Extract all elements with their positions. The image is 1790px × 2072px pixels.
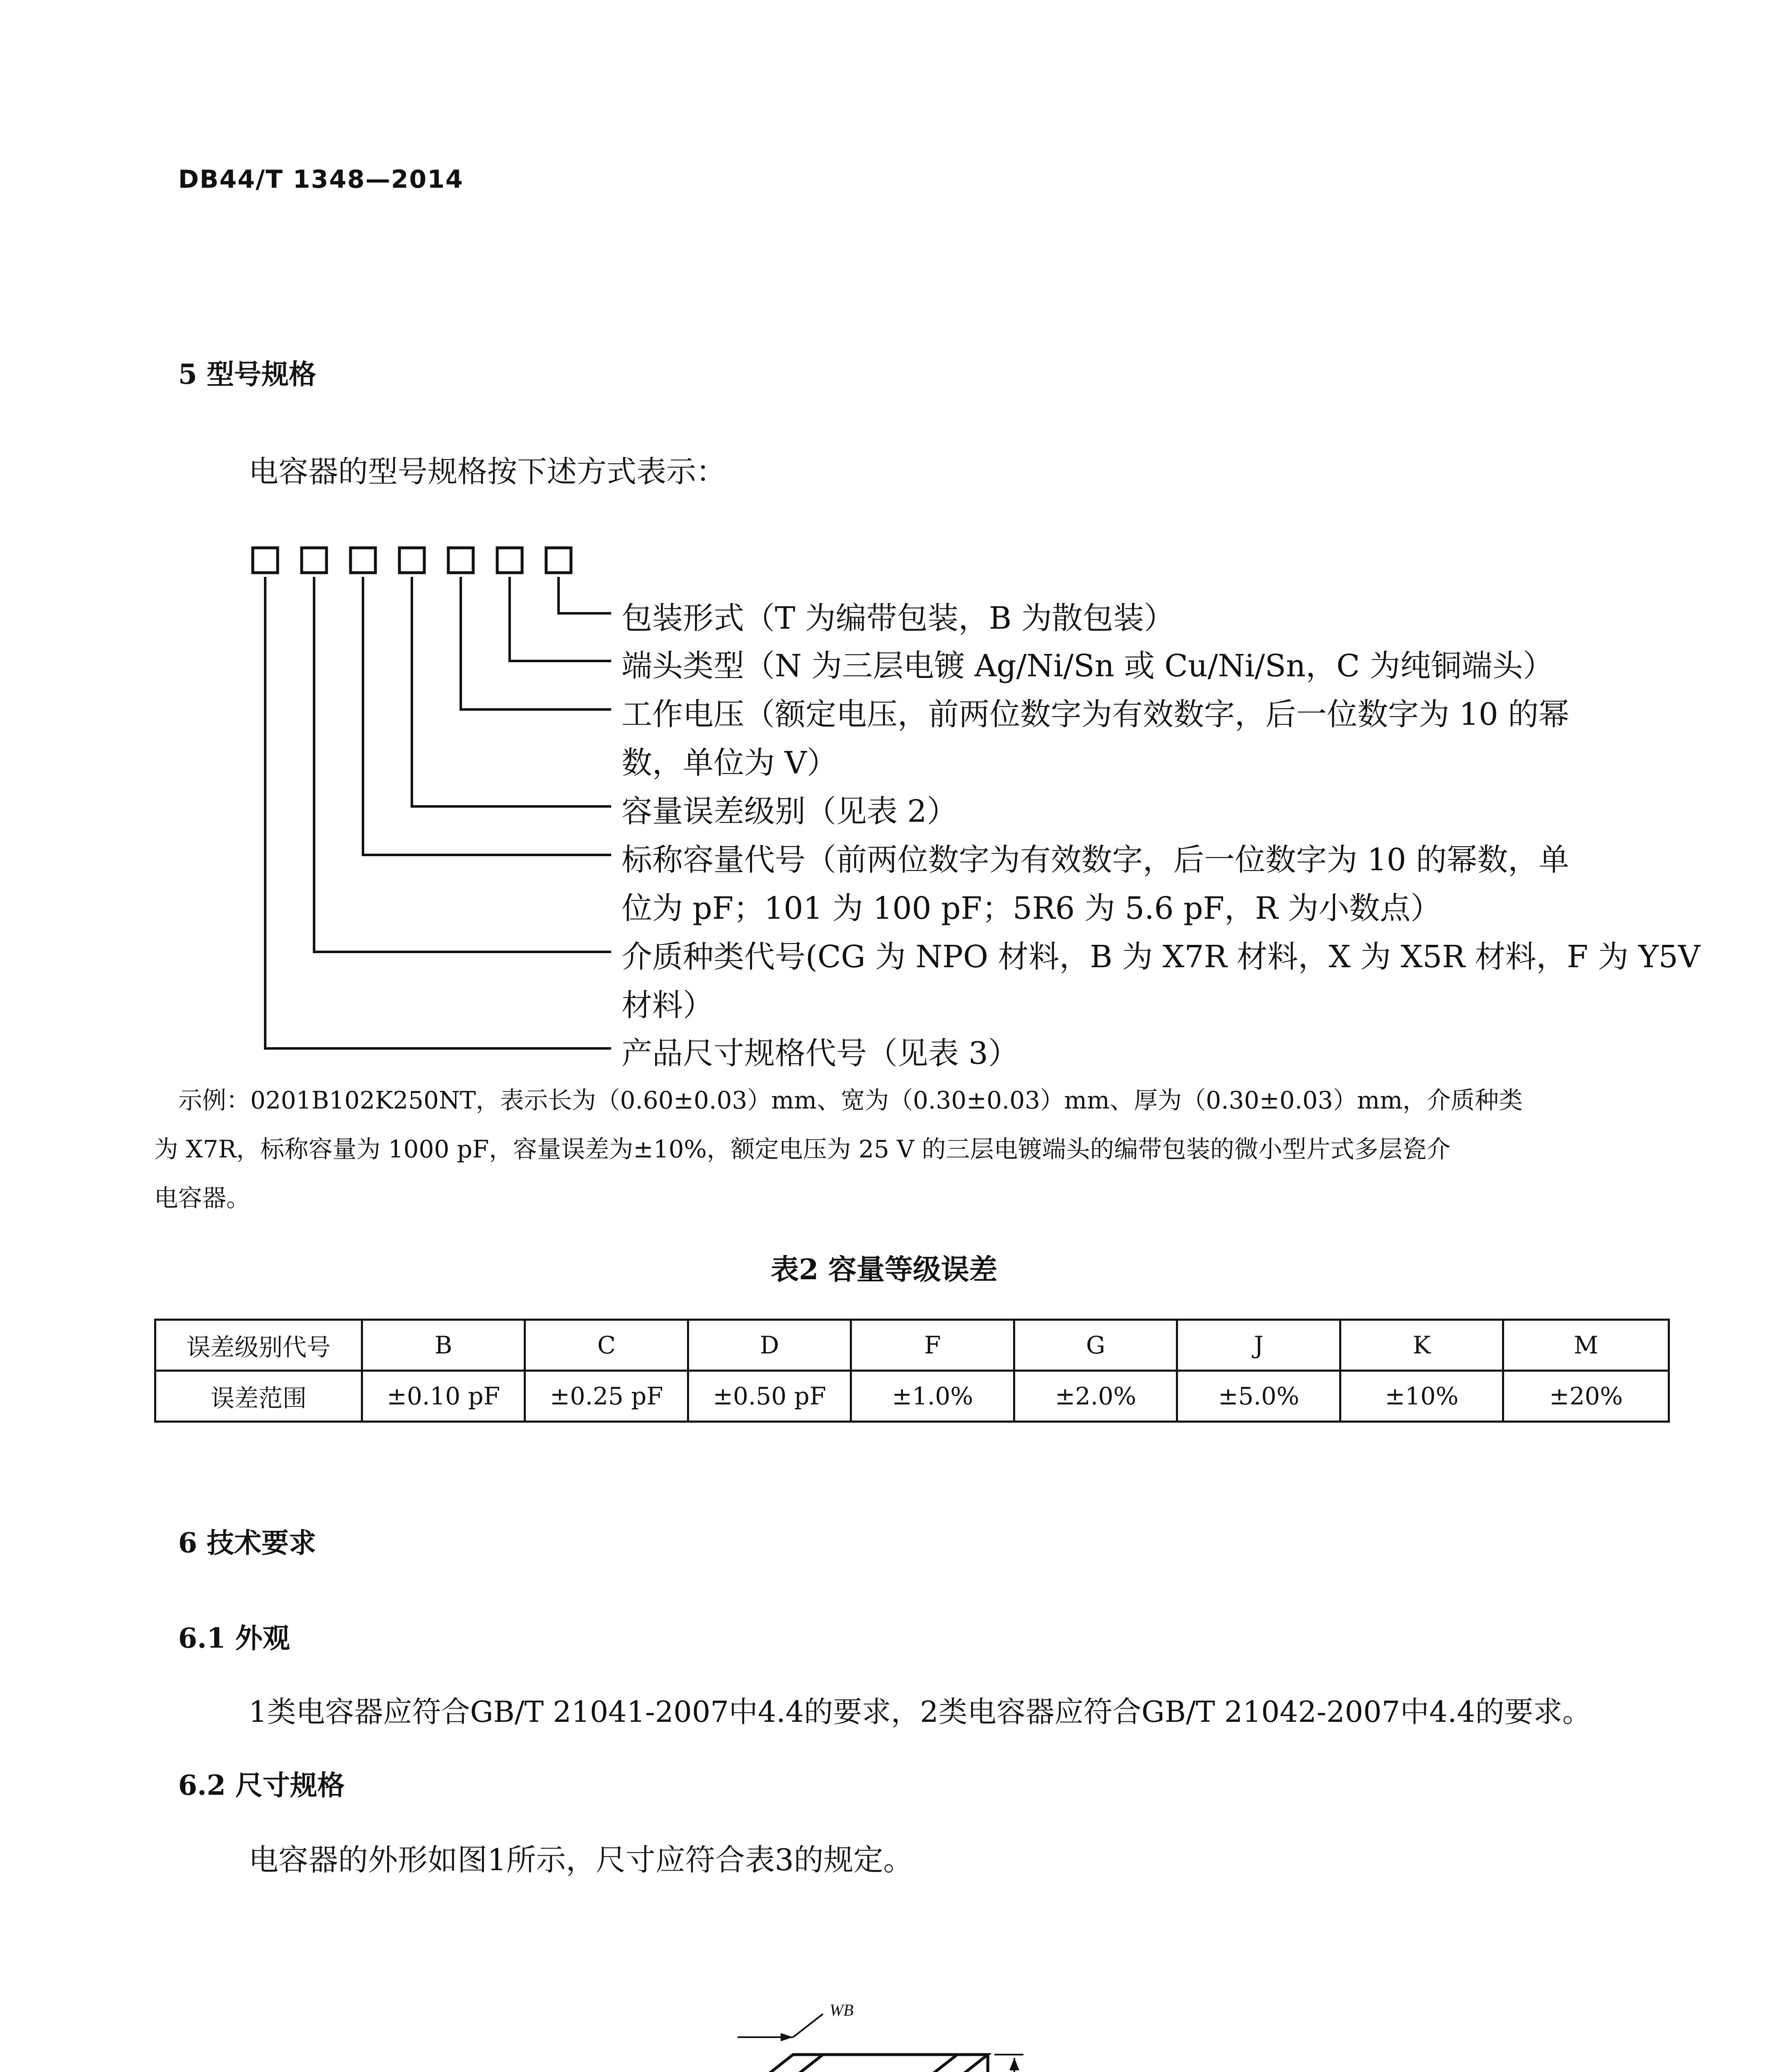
legend-size: 产品尺寸规格代号（见表 3） <box>622 1036 1019 1071</box>
table-cell: ±0.10 pF <box>362 1371 525 1422</box>
table-cell: K <box>1340 1320 1503 1371</box>
table-cell: J <box>1177 1320 1340 1371</box>
table-cell: ±0.50 pF <box>688 1371 851 1422</box>
example-line-2: 为 X7R，标称容量为 1000 pF，容量误差为±10%，额定电压为 25 V 的三层电镀端头的编带包装的微小型片式多层瓷介 <box>154 1135 1451 1163</box>
table-cell: ±2.0% <box>1014 1371 1177 1422</box>
code-box-1 <box>253 548 278 573</box>
legend-packaging: 包装形式（T 为编带包装，B 为散包装） <box>622 600 1175 636</box>
tolerance-table <box>154 1319 1670 1423</box>
table-cell: M <box>1503 1320 1669 1371</box>
table-cell: G <box>1014 1320 1177 1371</box>
table-cell: C <box>525 1320 688 1371</box>
section-6-1-heading: 6.1 外观 <box>178 1622 290 1654</box>
code-box-2 <box>302 548 327 573</box>
section-5-heading: 5 型号规格 <box>178 358 316 390</box>
code-box-4 <box>399 548 424 573</box>
connector-capacitance <box>363 577 611 855</box>
connector-tolerance <box>412 577 611 806</box>
code-box-3 <box>351 548 375 573</box>
section-5-intro: 电容器的型号规格按下述方式表示： <box>249 454 726 489</box>
table-cell: 误差级别代号 <box>155 1320 362 1371</box>
legend-tolerance: 容量误差级别（见表 2） <box>622 794 958 829</box>
code-box-6 <box>497 548 522 573</box>
table-cell: ±10% <box>1340 1371 1503 1422</box>
table-2-caption: 表2 容量等级误差 <box>771 1253 997 1286</box>
legend-dielectric-cont: 材料） <box>622 988 714 1023</box>
table-cell: 误差范围 <box>155 1371 362 1422</box>
capacitor-outline-figure <box>738 1997 1069 2072</box>
document-code-header: DB44/T 1348—2014 <box>178 165 464 194</box>
connector-dielectric <box>314 577 611 952</box>
table-cell: ±20% <box>1503 1371 1669 1422</box>
connector-terminal <box>510 577 611 661</box>
section-6-1-text: 1类电容器应符合GB/T 21041-2007中4.4的要求，2类电容器应符合GB/T 21042-2007中4.4的要求。 <box>249 1695 1592 1729</box>
code-box-5 <box>448 548 473 573</box>
legend-terminal: 端头类型（N 为三层电镀 Ag/Ni/Sn 或 Cu/Ni/Sn，C 为纯铜端头） <box>622 648 1554 684</box>
section-6-2-text: 电容器的外形如图1所示，尺寸应符合表3的规定。 <box>249 1842 913 1877</box>
table-cell: F <box>851 1320 1014 1371</box>
legend-voltage-cont: 数，单位为 V） <box>622 745 837 781</box>
legend-dielectric: 介质种类代号(CG 为 NPO 材料，B 为 X7R 材料，X 为 X5R 材料，F 为 Y5V <box>622 939 1700 975</box>
legend-voltage: 工作电压（额定电压，前两位数字为有效数字，后一位数字为 10 的幂 <box>622 697 1570 732</box>
connector-voltage <box>461 577 611 709</box>
example-line-3: 电容器。 <box>154 1184 251 1212</box>
label-wb: WB <box>830 2001 854 2019</box>
table-cell: ±1.0% <box>851 1371 1014 1422</box>
table-cell: D <box>688 1320 851 1371</box>
legend-capacitance: 标称容量代号（前两位数字为有效数字，后一位数字为 10 的幂数，单 <box>622 842 1570 878</box>
connector-packaging <box>559 577 611 613</box>
legend-capacitance-cont: 位为 pF；101 为 100 pF；5R6 为 5.6 pF，R 为小数点） <box>622 891 1442 926</box>
section-6-heading: 6 技术要求 <box>178 1527 316 1559</box>
section-6-2-heading: 6.2 尺寸规格 <box>178 1769 345 1801</box>
table-cell: ±0.25 pF <box>525 1371 688 1422</box>
connector-size <box>265 577 611 1048</box>
table-cell: B <box>362 1320 525 1371</box>
table-row <box>155 1320 1669 1371</box>
table-row <box>155 1371 1669 1422</box>
example-line-1: 示例：0201B102K250NT，表示长为（0.60±0.03）mm、宽为（0.30±0.03）mm、厚为（0.30±0.03）mm，介质种类 <box>178 1086 1523 1114</box>
code-box-7 <box>546 548 571 573</box>
table-cell: ±5.0% <box>1177 1371 1340 1422</box>
